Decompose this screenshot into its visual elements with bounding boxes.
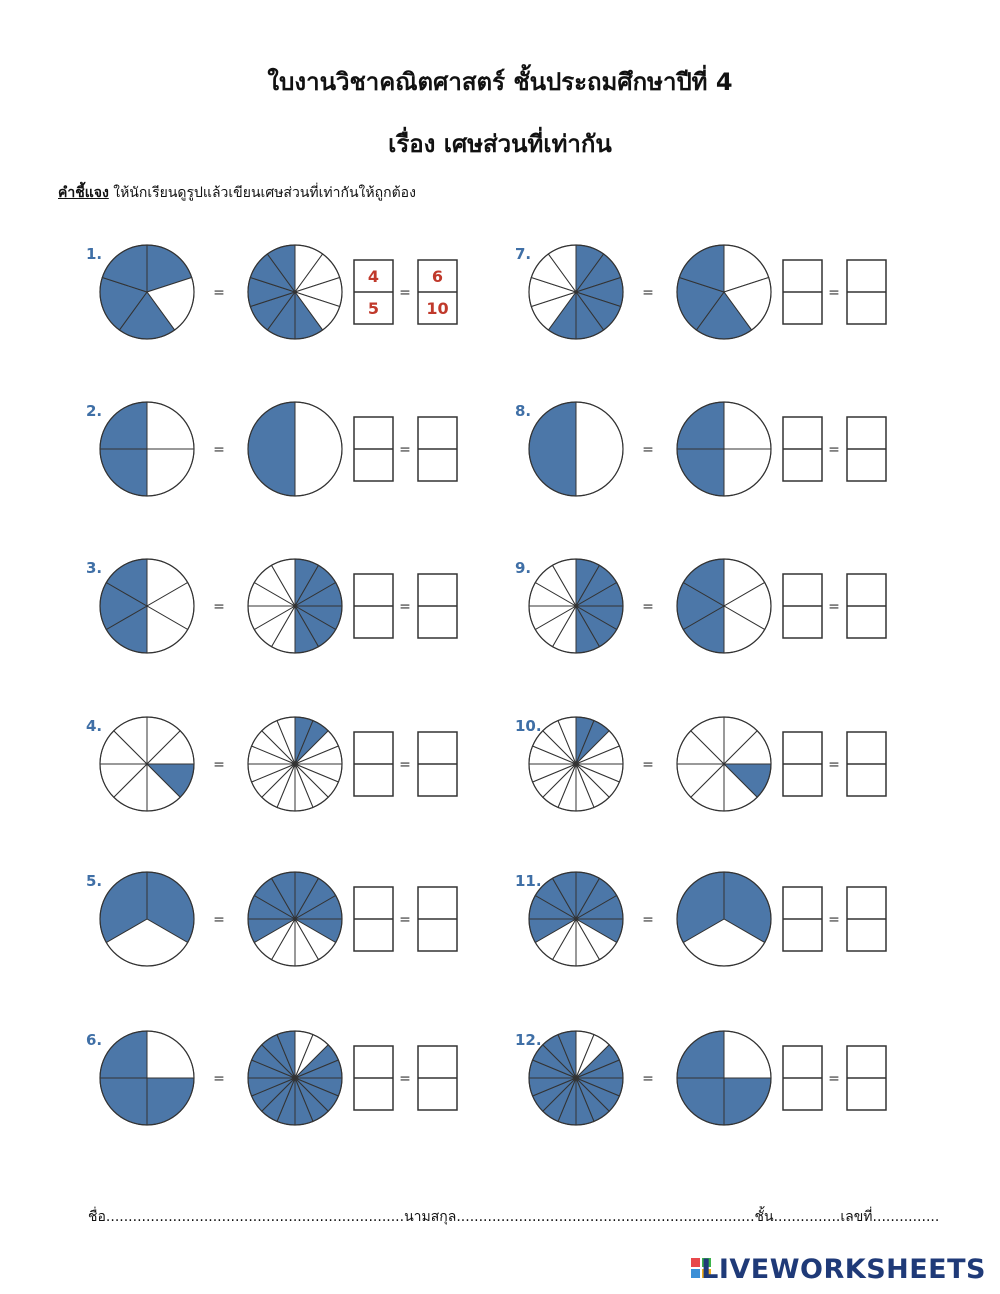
- empty-sector: [147, 1031, 194, 1078]
- shaded-sector: [147, 1078, 194, 1125]
- right-answer-box[interactable]: [418, 732, 457, 796]
- left-fraction-circle: [529, 717, 623, 811]
- problem-number: 1.: [86, 245, 103, 263]
- problem-number: 6.: [86, 1031, 103, 1049]
- shaded-sector: [677, 1031, 724, 1078]
- instruction-text: ให้นักเรียนดูรูปแล้วเขียนเศษส่วนที่เท่ากันให้ถูกต้อง: [108, 185, 416, 201]
- equals-sign: =: [213, 285, 225, 301]
- answer-equals-sign: =: [399, 285, 411, 301]
- right-answer-box[interactable]: [847, 417, 886, 481]
- answer-equals-sign: =: [399, 757, 411, 773]
- answer-equals-sign: =: [399, 1071, 411, 1087]
- left-fraction-circle: [100, 872, 194, 966]
- problem-12: [515, 1031, 886, 1125]
- problem-number: 10.: [515, 717, 542, 735]
- surname-field[interactable]: ...................................................................: [456, 1209, 755, 1225]
- equals-sign: =: [213, 912, 225, 928]
- problem-7: [515, 245, 886, 339]
- answer-equals-sign: =: [399, 442, 411, 458]
- right-answer-box[interactable]: [847, 260, 886, 324]
- answer-equals-sign: =: [828, 912, 840, 928]
- number-field[interactable]: ...............: [872, 1209, 940, 1225]
- equals-sign: =: [642, 1071, 654, 1087]
- problem-4: [86, 717, 457, 811]
- shaded-sector: [529, 402, 576, 496]
- right-fraction-circle: [677, 872, 771, 966]
- equals-sign: =: [642, 442, 654, 458]
- denominator-input: 10: [426, 299, 449, 318]
- left-answer-box[interactable]: [354, 732, 393, 796]
- left-answer-box[interactable]: [783, 574, 822, 638]
- left-fraction-circle: [100, 1031, 194, 1125]
- worksheet-title: ใบงานวิชาคณิตศาสตร์ ชั้นประถมศึกษาปีที่ 4: [267, 68, 733, 96]
- equals-sign: =: [213, 757, 225, 773]
- left-answer-box[interactable]: [783, 1046, 822, 1110]
- right-fraction-circle: [677, 402, 771, 496]
- right-answer-box[interactable]: [847, 574, 886, 638]
- answer-equals-sign: =: [828, 757, 840, 773]
- empty-sector: [147, 449, 194, 496]
- problem-number: 3.: [86, 559, 103, 577]
- right-fraction-circle: [677, 717, 771, 811]
- equals-sign: =: [642, 757, 654, 773]
- right-fraction-circle: [677, 245, 771, 339]
- left-answer-box[interactable]: [354, 574, 393, 638]
- right-fraction-circle: [248, 245, 342, 339]
- problem-8: [515, 402, 886, 496]
- right-answer-box[interactable]: [418, 887, 457, 951]
- left-fraction-circle: [529, 402, 623, 496]
- surname-label: นามสกุล: [404, 1209, 457, 1225]
- equals-sign: =: [213, 1071, 225, 1087]
- left-fraction-circle: [529, 872, 623, 966]
- right-fraction-circle: [248, 1031, 342, 1125]
- problem-3: [86, 559, 457, 653]
- name-label: ชื่อ: [88, 1209, 106, 1225]
- empty-sector: [147, 402, 194, 449]
- numerator-input: 4: [367, 267, 380, 286]
- right-fraction-circle: [248, 717, 342, 811]
- shaded-sector: [100, 449, 147, 496]
- right-answer-box[interactable]: [847, 887, 886, 951]
- shaded-sector: [100, 402, 147, 449]
- right-fraction-circle: [677, 1031, 771, 1125]
- problem-number: 4.: [86, 717, 103, 735]
- shaded-sector: [677, 449, 724, 496]
- empty-sector: [724, 449, 771, 496]
- right-answer-box[interactable]: [418, 260, 457, 324]
- worksheet-subtitle: เรื่อง เศษส่วนที่เท่ากัน: [388, 130, 612, 158]
- left-answer-box[interactable]: [783, 887, 822, 951]
- answer-equals-sign: =: [399, 912, 411, 928]
- instruction-label: คำชี้แจง: [58, 185, 109, 201]
- right-answer-box[interactable]: [847, 732, 886, 796]
- answer-equals-sign: =: [828, 1071, 840, 1087]
- student-info-line: [88, 1206, 939, 1228]
- problem-number: 12.: [515, 1031, 542, 1049]
- problem-11: [515, 872, 886, 966]
- class-label: ชั้น: [754, 1209, 774, 1225]
- shaded-sector: [100, 1031, 147, 1078]
- problem-number: 7.: [515, 245, 532, 263]
- left-answer-box[interactable]: [354, 417, 393, 481]
- empty-sector: [724, 402, 771, 449]
- equals-sign: =: [642, 285, 654, 301]
- problem-number: 9.: [515, 559, 532, 577]
- right-answer-box[interactable]: [418, 574, 457, 638]
- shaded-sector: [677, 1078, 724, 1125]
- right-answer-box[interactable]: [847, 1046, 886, 1110]
- left-answer-box[interactable]: [354, 887, 393, 951]
- left-fraction-circle: [100, 559, 194, 653]
- shaded-sector: [100, 1078, 147, 1125]
- right-fraction-circle: [248, 402, 342, 496]
- brand-name: LIVEWORKSHEETS: [701, 1254, 986, 1285]
- right-fraction-circle: [677, 559, 771, 653]
- right-answer-box[interactable]: [418, 417, 457, 481]
- shaded-sector: [248, 402, 295, 496]
- equals-sign: =: [642, 599, 654, 615]
- problem-5: [86, 872, 457, 966]
- empty-sector: [724, 1031, 771, 1078]
- left-answer-box[interactable]: [783, 417, 822, 481]
- left-fraction-circle: [529, 559, 623, 653]
- denominator-input: 5: [367, 299, 380, 318]
- left-fraction-circle: [529, 1031, 623, 1125]
- problem-10: [515, 717, 886, 811]
- number-label: เลขที่: [840, 1209, 873, 1225]
- shaded-sector: [724, 1078, 771, 1125]
- name-field[interactable]: ...................................................................: [105, 1209, 405, 1225]
- right-fraction-circle: [248, 559, 342, 653]
- answer-equals-sign: =: [399, 599, 411, 615]
- left-fraction-circle: [100, 245, 194, 339]
- class-field[interactable]: ...............: [773, 1209, 841, 1225]
- right-answer-box[interactable]: [418, 1046, 457, 1110]
- problem-2: [86, 402, 457, 496]
- empty-sector: [576, 402, 623, 496]
- answer-equals-sign: =: [828, 285, 840, 301]
- shaded-sector: [677, 402, 724, 449]
- problem-1: [86, 245, 457, 339]
- problem-number: 2.: [86, 402, 103, 420]
- left-fraction-circle: [529, 245, 623, 339]
- left-answer-box[interactable]: [783, 732, 822, 796]
- left-fraction-circle: [100, 717, 194, 811]
- empty-sector: [295, 402, 342, 496]
- left-answer-box[interactable]: [354, 1046, 393, 1110]
- answer-equals-sign: =: [828, 442, 840, 458]
- equals-sign: =: [213, 442, 225, 458]
- right-fraction-circle: [248, 872, 342, 966]
- equals-sign: =: [213, 599, 225, 615]
- equals-sign: =: [642, 912, 654, 928]
- numerator-input: 6: [431, 267, 444, 286]
- problem-9: [515, 559, 886, 653]
- problem-6: [86, 1031, 457, 1125]
- problem-number: 5.: [86, 872, 103, 890]
- left-fraction-circle: [100, 402, 194, 496]
- answer-equals-sign: =: [828, 599, 840, 615]
- left-answer-box[interactable]: [783, 260, 822, 324]
- left-answer-box[interactable]: [354, 260, 393, 324]
- problem-number: 8.: [515, 402, 532, 420]
- problem-number: 11.: [515, 872, 542, 890]
